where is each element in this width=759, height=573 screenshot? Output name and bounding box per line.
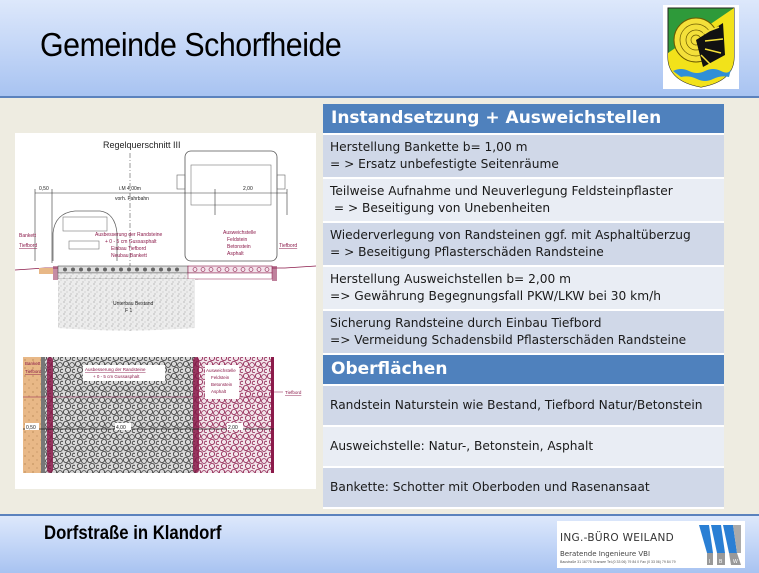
label-passing-3: Betonstein bbox=[227, 244, 251, 250]
section-heading-repair: Instandsetzung + Ausweichstellen bbox=[323, 104, 724, 135]
plan-label-passing-3: Betonstein bbox=[211, 382, 233, 387]
label-subgrade: Unterbau Bestand bbox=[113, 301, 154, 307]
section-heading-surfaces: Oberflächen bbox=[323, 355, 724, 386]
dim-middle-note: vorh. Fahrbahn bbox=[115, 196, 149, 202]
label-repair-3: Einbau Tiefbord bbox=[111, 246, 147, 252]
logo-address: Baustraße 31 16775 Gransee Tel.(0 33 06) 79 84 0 Fax (0 33 06) 79 84 79 bbox=[560, 560, 676, 564]
table-row: Ausweichstelle: Natur-, Betonstein, Asphalt bbox=[323, 427, 724, 468]
plan-label-tiefbord-right: Tiefbord bbox=[285, 390, 302, 395]
svg-text:I: I bbox=[709, 559, 711, 565]
label-passing-1: Ausweichstelle bbox=[223, 230, 257, 236]
label-repair-2: + 0 - 5 cm Gussasphalt bbox=[105, 239, 157, 245]
label-tiefbord-left: Tiefbord bbox=[19, 243, 38, 249]
table-row: Herstellung Bankette b= 1,00 m = > Ersatz unbefestigte Seitenräume bbox=[323, 135, 724, 179]
label-repair-1: Ausbesserung der Randsteine bbox=[95, 232, 163, 238]
logo-tagline: Beratende Ingenieure VBI bbox=[560, 550, 651, 558]
logo-company-name: ING.-BÜRO WEILAND bbox=[560, 532, 675, 544]
company-logo bbox=[557, 521, 745, 568]
dim-middle: i.M 4,00m bbox=[119, 186, 141, 192]
dim-left: 0,50 bbox=[39, 186, 49, 192]
plan-label-tiefbord-left: Tiefbord bbox=[25, 369, 42, 374]
plan-label-passing-4: Asphalt bbox=[211, 389, 227, 394]
svg-text:B: B bbox=[719, 559, 723, 565]
table-row: Sicherung Randsteine durch Einbau Tiefbord => Vermeidung Schadensbild Pflasterschäden Randsteine bbox=[323, 311, 724, 355]
plan-label-passing-2: Feldstein bbox=[211, 375, 230, 380]
table-row: Bankette: Schotter mit Oberboden und Rasenansaat bbox=[323, 468, 724, 509]
cross-section-drawing bbox=[15, 133, 316, 489]
label-passing-2: Feldstein bbox=[227, 237, 248, 243]
table-row: Herstellung Ausweichstellen b= 2,00 m => Gewährung Begegnungsfall PKW/LKW bei 30 km/h bbox=[323, 267, 724, 311]
slide-footer bbox=[0, 514, 759, 573]
page-title: Gemeinde Schorfheide bbox=[40, 26, 342, 63]
slide-header bbox=[0, 0, 759, 98]
drawing-title: Regelquerschnitt III bbox=[103, 140, 181, 150]
table-row: Wiederverlegung von Randsteinen ggf. mit Asphaltüberzug = > Beseitigung Pflasterschäden Randsteine bbox=[323, 223, 724, 267]
table-row: Randstein Naturstein wie Bestand, Tiefbord Natur/Betonstein bbox=[323, 386, 724, 427]
label-tiefbord-right: Tiefbord bbox=[279, 243, 298, 249]
slide-subtitle: Dorfstraße in Klandorf bbox=[44, 523, 222, 544]
dim-right: 2,00 bbox=[243, 186, 253, 192]
coat-of-arms-icon bbox=[663, 5, 739, 89]
plan-dim-right: 2,00 bbox=[228, 425, 238, 431]
ibw-logo-icon bbox=[697, 523, 743, 566]
plan-label-repair: Ausbesserung der Randsteine bbox=[85, 367, 146, 372]
plan-label-repair-2: + 0 - 5 cm Gussasphalt bbox=[93, 374, 140, 379]
label-bankett: Bankett bbox=[19, 233, 36, 239]
label-passing-4: Asphalt bbox=[227, 251, 244, 257]
table-row: Teilweise Aufnahme und Neuverlegung Feldsteinpflaster = > Beseitigung von Unebenheiten bbox=[323, 179, 724, 223]
svg-text:W: W bbox=[733, 559, 738, 565]
label-subgrade-class: F 1 bbox=[125, 308, 133, 314]
slide-body bbox=[0, 98, 759, 514]
measures-table bbox=[323, 104, 724, 509]
label-repair-4: Neubau Bankett bbox=[111, 253, 147, 259]
plan-label-passing-1: Ausweichstelle bbox=[206, 368, 236, 373]
plan-dim-left: 0,50 bbox=[26, 425, 36, 431]
plan-label-bankett: Bankett bbox=[25, 361, 41, 366]
plan-dim-middle: 4,00 bbox=[116, 425, 126, 431]
